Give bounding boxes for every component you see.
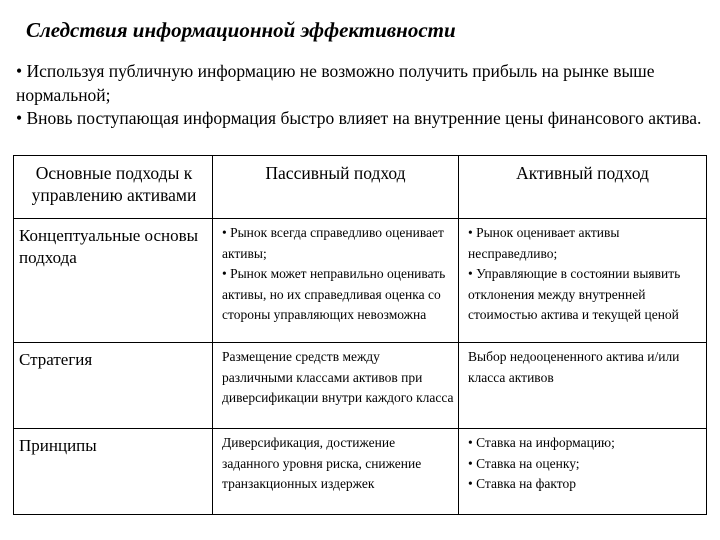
slide-title: Следствия информационной эффективности bbox=[26, 18, 456, 42]
cell-concept-active bbox=[459, 219, 707, 343]
row-label-principles: Принципы bbox=[14, 429, 213, 515]
cell-line: • Ставка на оценку; bbox=[468, 455, 580, 471]
cell-principles-passive bbox=[213, 429, 459, 515]
header-approaches: Основные подходы к управлению активами bbox=[14, 156, 213, 219]
bullet-item: • Используя публичную информацию не возможно получить прибыль на рынке выше нормальной; bbox=[16, 61, 655, 105]
cell-principles-active bbox=[459, 429, 707, 515]
table-row bbox=[14, 219, 707, 343]
cell-line: Диверсификация, достижение заданного уровня риска, снижение транзакционных издержек bbox=[222, 435, 422, 491]
cell-line: • Рынок всегда справедливо оценивает активы; bbox=[222, 225, 444, 261]
cell-strategy-passive bbox=[213, 343, 459, 429]
row-label-concept: Концептуальные основы подхода bbox=[14, 219, 213, 343]
cell-line: • Ставка на фактор bbox=[468, 476, 577, 491]
bullet-list bbox=[16, 60, 706, 131]
header-passive: Пассивный подход bbox=[213, 156, 459, 219]
cell-line: • Управляющие в состоянии выявить отклонения между внутренней стоимостью актива и текущей ценой bbox=[468, 266, 681, 322]
table-row bbox=[14, 429, 707, 515]
cell-strategy-active bbox=[459, 343, 707, 429]
cell-line: • Рынок может неправильно оценивать активы, но их справедливая оценка со стороны управляющих невозможна bbox=[222, 266, 446, 322]
cell-line: • Ставка на информацию; bbox=[468, 435, 615, 450]
cell-line: • Рынок оценивает активы несправедливо; bbox=[468, 225, 620, 261]
bullet-item: • Вновь поступающая информация быстро влияет на внутренние цены финансового актива. bbox=[16, 108, 702, 128]
cell-line: Выбор недооцененного актива и/или класса активов bbox=[468, 349, 680, 385]
table-row bbox=[14, 343, 707, 429]
header-active: Активный подход bbox=[459, 156, 707, 219]
comparison-table bbox=[13, 155, 707, 515]
row-label-strategy: Стратегия bbox=[14, 343, 213, 429]
cell-line: Размещение средств между различными классами активов при диверсификации внутри каждого класса bbox=[222, 349, 454, 405]
table-header-row bbox=[14, 156, 707, 219]
cell-concept-passive bbox=[213, 219, 459, 343]
